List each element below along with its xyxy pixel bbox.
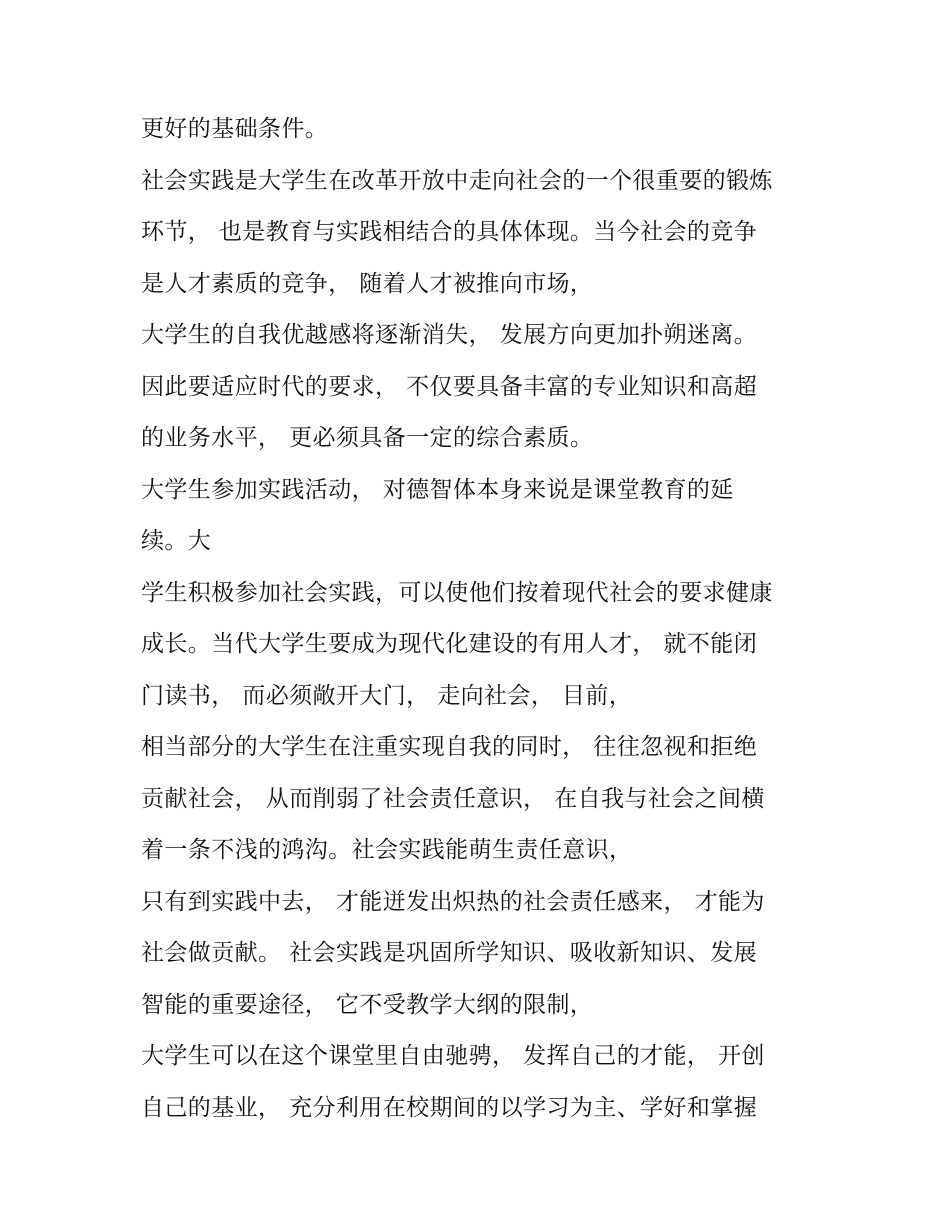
- text-line: 只有到实践中去， 才能迸发出炽热的社会责任感来， 才能为: [141, 888, 765, 915]
- text-line: 社会做贡献。 社会实践是巩固所学知识、吸收新知识、发展: [141, 940, 758, 966]
- text-line: 着一条不浅的鸿沟。社会实践能萌生责任意识，: [141, 837, 633, 863]
- text-line: 成长。当代大学生要成为现代化建设的有用人才， 就不能闭: [141, 631, 758, 657]
- text-line: 续。大: [141, 528, 212, 554]
- text-line: 门读书， 而必须敞开大门， 走向社会， 目前，: [141, 682, 633, 709]
- document-body: [141, 104, 841, 1134]
- text-line: 学生积极参加社会实践，可以使他们按着现代社会的要求健康: [141, 579, 773, 606]
- text-line: 更好的基础条件。: [141, 116, 329, 142]
- text-line: 社会实践是大学生在改革开放中走向社会的一个很重要的锻炼: [141, 167, 773, 194]
- text-line: 是人才素质的竞争， 随着人才被推向市场，: [141, 270, 594, 297]
- text-line: 环节， 也是教育与实践相结合的具体体现。当今社会的竞争: [141, 219, 758, 245]
- text-line: 相当部分的大学生在注重实现自我的同时， 往往忽视和拒绝: [141, 734, 758, 760]
- text-line: 自己的基业， 充分利用在校期间的以学习为主、学好和掌握: [141, 1094, 758, 1121]
- text-line: 的业务水平， 更必须具备一定的综合素质。: [141, 425, 594, 451]
- text-line: 大学生的自我优越感将逐渐消失， 发展方向更加扑朔迷离。: [141, 322, 758, 348]
- text-line: 大学生参加实践活动， 对德智体本身来说是课堂教育的延: [141, 476, 734, 503]
- text-line: 智能的重要途径， 它不受教学大纲的限制，: [141, 991, 594, 1018]
- text-line: 因此要适应时代的要求， 不仅要具备丰富的专业知识和高超: [141, 373, 758, 400]
- text-line: 贡献社会， 从而削弱了社会责任意识， 在自我与社会之间横: [141, 785, 765, 812]
- text-line: 大学生可以在这个课堂里自由驰骋， 发挥自己的才能， 开创: [141, 1043, 765, 1069]
